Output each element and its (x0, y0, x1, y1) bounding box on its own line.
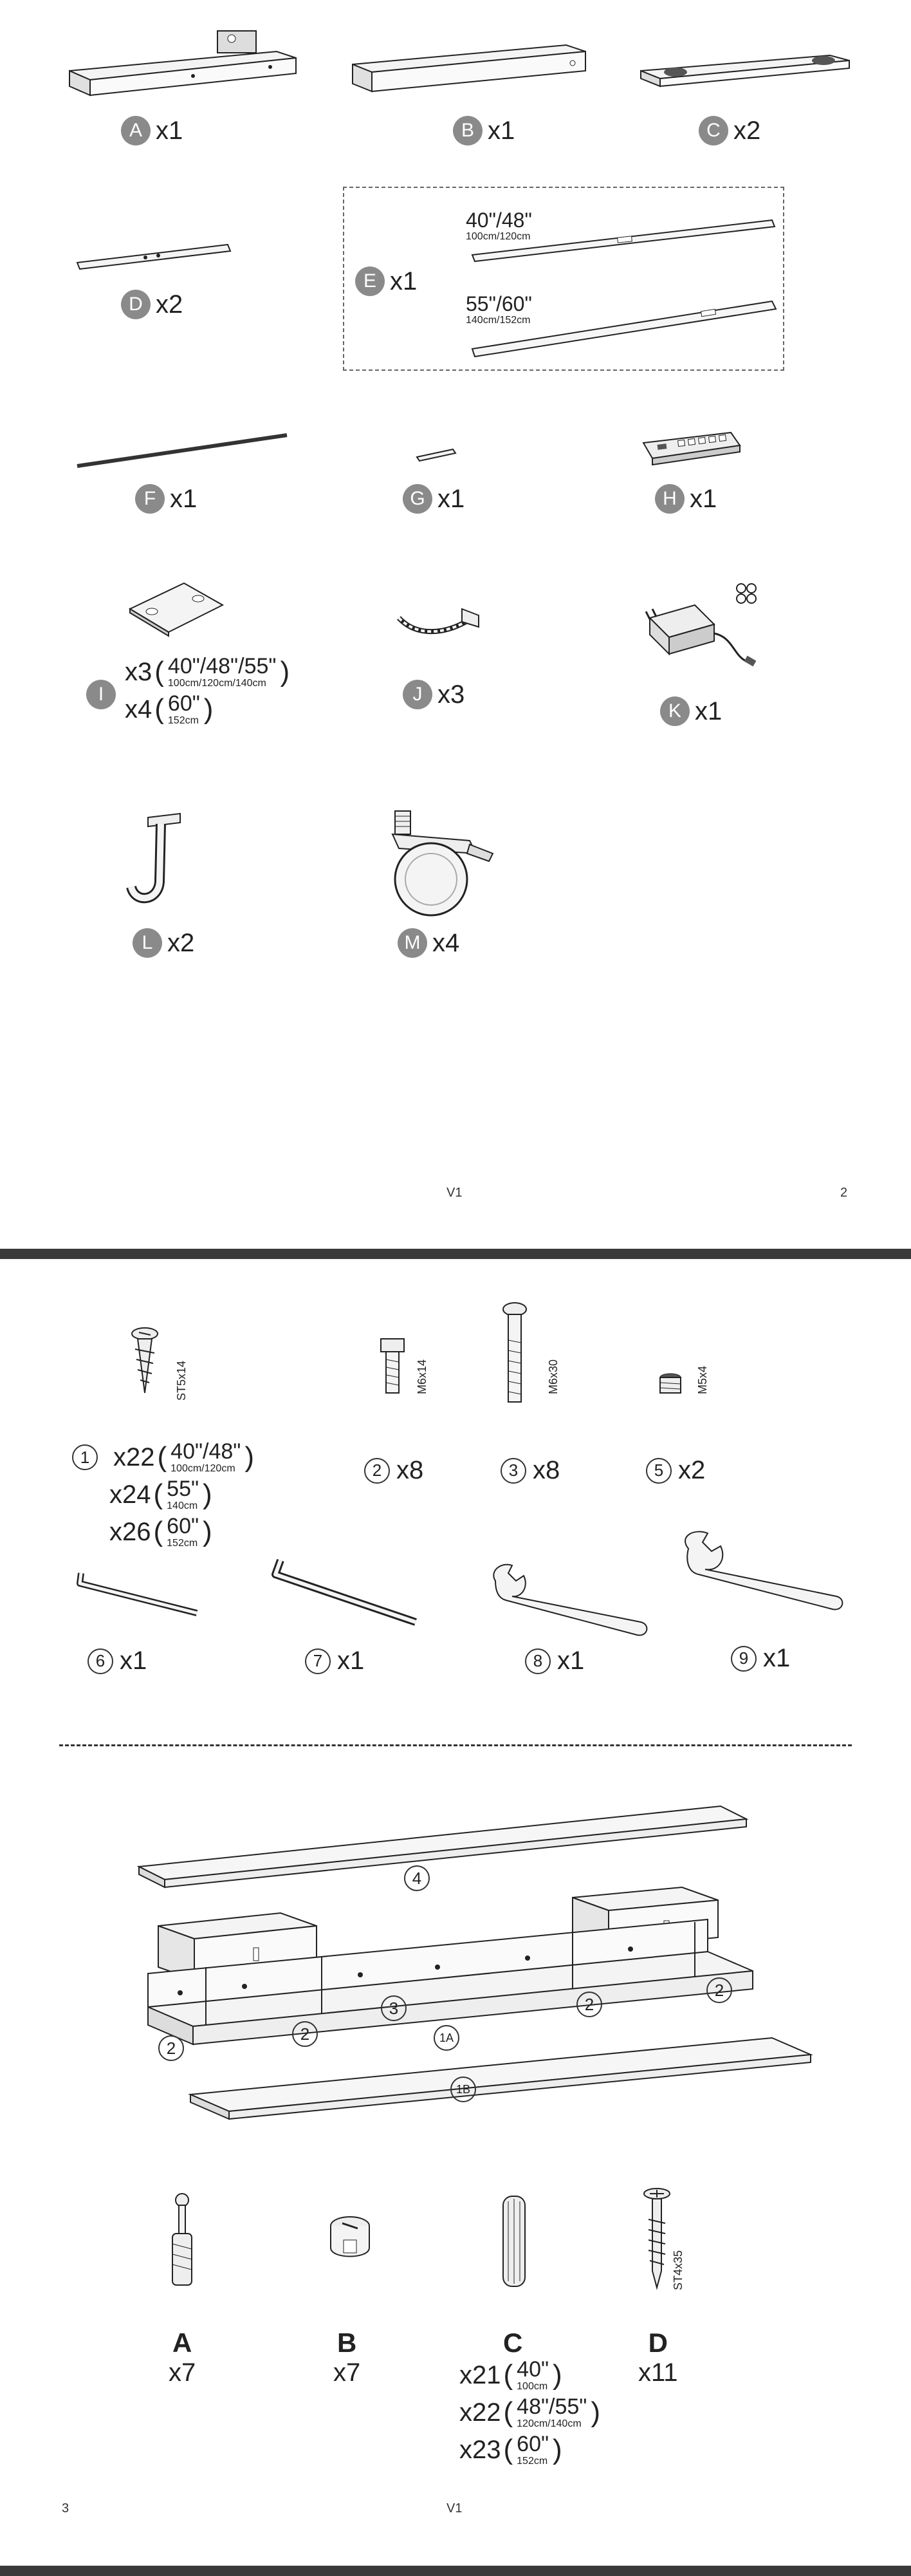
hardware-1-size-3-inch: 60" (167, 1514, 199, 1538)
screw-st4x35-illustration (641, 2187, 673, 2290)
hardware-7-qty: x1 (337, 1647, 365, 1675)
fastener-c-line-3: x23 ( 60" 152cm ) (459, 2432, 562, 2467)
part-f-badge: F (135, 484, 165, 514)
fastener-c-letter-wrap (503, 2328, 522, 2358)
crossbar-b-illustration (347, 32, 598, 103)
hardware-1-line-3: x26 ( 60" 152cm ) (109, 1514, 212, 1549)
drawer-assembly-illustration (129, 1800, 824, 2147)
part-a-qty: x1 (156, 116, 183, 145)
screw-st5x14-illustration (129, 1326, 161, 1397)
dowel-c-illustration (498, 2194, 530, 2290)
part-h-label (655, 484, 717, 514)
fastener-c-line-1: x21 ( 40" 100cm ) (459, 2357, 562, 2392)
hardware-1-size-1-cm: 100cm/120cm (170, 1463, 235, 1474)
fastener-c-qty-2: x22 (459, 2398, 501, 2427)
drawer-label-inner-left: 2 (292, 2021, 318, 2047)
hardware-1-number: 1 (72, 1444, 98, 1470)
part-i-size-2-cm: 152cm (167, 715, 199, 726)
fastener-a-letter: A (172, 2328, 192, 2358)
rod-f-illustration (75, 431, 293, 470)
screw-st5x14-size: ST5x14 (175, 1360, 188, 1401)
fastener-c-line-2: x22 ( 48"/55" 120cm/140cm ) (459, 2394, 601, 2429)
bolt-m6x30-size: M6x30 (547, 1359, 560, 1394)
hardware-8-label (525, 1647, 584, 1675)
fastener-b-letter: B (336, 2328, 357, 2358)
hardware-6-qty: x1 (120, 1647, 147, 1675)
part-e-size-1-inch: 40"/48" (466, 209, 532, 232)
set-screw-m5x4-size: M5x4 (696, 1365, 709, 1394)
hardware-6-number: 6 (87, 1648, 113, 1674)
hardware-1-qty-3: x26 (109, 1517, 151, 1546)
hardware-5-qty: x2 (678, 1456, 706, 1484)
drawer-label-inner-right: 2 (576, 1992, 602, 2017)
hardware-1-size-3-cm: 152cm (167, 1538, 198, 1549)
hardware-3-label (501, 1456, 560, 1485)
hardware-5-label (646, 1456, 705, 1485)
bolt-m6x30-illustration (501, 1302, 529, 1405)
part-k-badge: K (660, 696, 690, 726)
hardware-1-size-1-inch: 40"/48" (170, 1439, 241, 1464)
fastener-a-label (169, 2328, 196, 2387)
bracket-d-illustration (75, 241, 235, 273)
screw-st4x35-size: ST4x35 (672, 2250, 685, 2290)
fastener-c-qty-3: x23 (459, 2435, 501, 2464)
drawer-label-shelf: 1B (450, 2077, 476, 2102)
hardware-1-line-1: 1 x22 ( 40"/48" 100cm/120cm ) (72, 1441, 257, 1474)
part-j-qty: x3 (437, 680, 465, 709)
part-c-label (699, 116, 760, 145)
drawer-label-side-right: 2 (706, 1977, 732, 2003)
part-i-line-2: x4 ( 60" 152cm ) (125, 691, 214, 726)
page-bottom-bar (0, 2566, 911, 2576)
drawer-label-top: 4 (404, 1865, 430, 1891)
part-i-size-2-inch: 60" (167, 691, 200, 716)
fastener-c-size-2-inch: 48"/55" (517, 2394, 587, 2419)
part-e-size-2-inch: 55"/60" (466, 292, 532, 315)
hardware-8-qty: x1 (557, 1647, 585, 1675)
beam-e-long-illustration (470, 294, 778, 358)
part-i-badge: I (86, 680, 116, 709)
caster-m-illustration (373, 808, 502, 918)
control-panel-h-illustration (641, 426, 744, 471)
fastener-d-qty: x11 (638, 2358, 678, 2387)
drawer-label-side-left: 2 (158, 2035, 184, 2061)
fastener-d-label (638, 2328, 678, 2387)
fastener-c-size-1-inch: 40" (517, 2357, 549, 2382)
drawer-label-rail: 1A (434, 2025, 459, 2051)
allen-key-large-illustration (268, 1555, 422, 1626)
part-l-qty: x2 (167, 928, 195, 957)
part-i-size-1-inch: 40"/48"/55" (167, 654, 277, 678)
hardware-9-label (731, 1644, 790, 1673)
page-2-number: 2 (840, 1186, 848, 1200)
part-i-size-1-cm: 100cm/120cm/140cm (167, 678, 266, 689)
part-h-badge: H (655, 484, 685, 514)
fastener-c-letter: C (503, 2328, 523, 2358)
fastener-d-letter: D (648, 2328, 668, 2358)
part-b-qty: x1 (488, 116, 515, 145)
part-h-qty: x1 (690, 484, 717, 513)
part-k-label (660, 696, 722, 726)
foot-c-illustration (637, 50, 856, 95)
power-adapter-k-illustration (637, 586, 766, 676)
part-e-label (355, 266, 417, 296)
part-m-badge: M (398, 928, 427, 958)
hardware-1-line-2: x24 ( 55" 140cm ) (109, 1477, 212, 1511)
part-e-size-2-cm: 140cm/152cm (466, 315, 531, 326)
part-b-badge: B (453, 116, 483, 145)
part-e-qty: x1 (390, 266, 418, 295)
fastener-a-qty: x7 (169, 2358, 196, 2387)
hook-l-illustration (122, 811, 193, 914)
wrench-large-illustration (676, 1529, 849, 1613)
hardware-9-qty: x1 (763, 1644, 791, 1672)
parts-page (0, 0, 911, 1249)
part-c-badge: C (699, 116, 728, 145)
fastener-c-size-3-cm: 152cm (517, 2456, 548, 2467)
part-i-line-1: x3 ( 40"/48"/55" 100cm/120cm/140cm ) (125, 654, 290, 689)
hardware-page (0, 1259, 911, 2566)
plate-i-illustration (126, 579, 229, 637)
drawer-label-box: 3 (381, 1995, 407, 2021)
bolt-m6x14-size: M6x14 (416, 1359, 428, 1394)
part-g-label (403, 484, 465, 514)
part-l-badge: L (133, 928, 162, 958)
hardware-3-qty: x8 (533, 1456, 560, 1484)
part-a-badge: A (121, 116, 151, 145)
fastener-c-size-2-cm: 120cm/140cm (517, 2418, 582, 2429)
wrench-small-illustration (486, 1562, 654, 1639)
hardware-9-number: 9 (731, 1646, 757, 1672)
part-g-qty: x1 (437, 484, 465, 513)
part-g-badge: G (403, 484, 432, 514)
connector-bolt-a-illustration (166, 2192, 198, 2289)
fastener-c-size-3-inch: 60" (517, 2432, 549, 2456)
part-d-badge: D (121, 290, 151, 319)
hardware-7-number: 7 (305, 1648, 331, 1674)
part-m-label (398, 928, 459, 958)
part-k-qty: x1 (695, 696, 722, 725)
part-i-qty-2: x4 (125, 695, 152, 723)
hardware-3-number: 3 (501, 1458, 526, 1484)
bolt-m6x14-illustration (378, 1334, 407, 1395)
fastener-b-qty: x7 (333, 2358, 361, 2387)
page-3-number: 3 (62, 2501, 69, 2515)
hardware-2-qty: x8 (396, 1456, 424, 1484)
fastener-b-label (333, 2328, 360, 2387)
part-b-label (453, 116, 515, 145)
fastener-c-qty-1: x21 (459, 2360, 501, 2389)
part-a-label (121, 116, 183, 145)
hardware-8-number: 8 (525, 1648, 551, 1674)
section-separator (59, 1744, 852, 1746)
page-divider-bar (0, 1249, 911, 1259)
part-i-qty-1: x3 (125, 657, 152, 686)
part-i-badge-wrap (86, 680, 121, 709)
fastener-c-size-1-cm: 100cm (517, 2381, 548, 2392)
page-3-version: V1 (446, 2501, 463, 2515)
pin-g-illustration (414, 444, 459, 463)
leg-frame-a-illustration (64, 26, 309, 103)
hardware-1-size-2-inch: 55" (167, 1477, 199, 1501)
cable-clip-j-illustration (395, 596, 485, 648)
beam-e-short-illustration (470, 212, 778, 264)
allen-key-small-illustration (75, 1567, 203, 1618)
part-d-qty: x2 (156, 290, 183, 319)
hardware-6-label (87, 1647, 147, 1675)
part-j-badge: J (403, 680, 432, 709)
part-f-qty: x1 (170, 484, 198, 513)
part-e-badge: E (355, 266, 385, 296)
part-e-size-1-cm: 100cm/120cm (466, 231, 531, 242)
hardware-1-size-2-cm: 140cm (167, 1500, 198, 1511)
part-j-label (403, 680, 465, 709)
part-l-label (133, 928, 194, 958)
set-screw-m5x4-illustration (656, 1372, 685, 1398)
part-d-label (121, 290, 183, 319)
hardware-1-qty-1: x22 (113, 1442, 155, 1471)
page-2-version: V1 (446, 1186, 463, 1200)
hardware-2-number: 2 (364, 1458, 390, 1484)
hardware-2-label (364, 1456, 423, 1485)
hardware-1-qty-2: x24 (109, 1480, 151, 1509)
hardware-7-label (305, 1647, 364, 1675)
part-m-qty: x4 (432, 928, 460, 957)
hardware-5-number: 5 (646, 1458, 672, 1484)
part-f-label (135, 484, 197, 514)
part-c-qty: x2 (733, 116, 761, 145)
cam-lock-b-illustration (324, 2212, 376, 2263)
